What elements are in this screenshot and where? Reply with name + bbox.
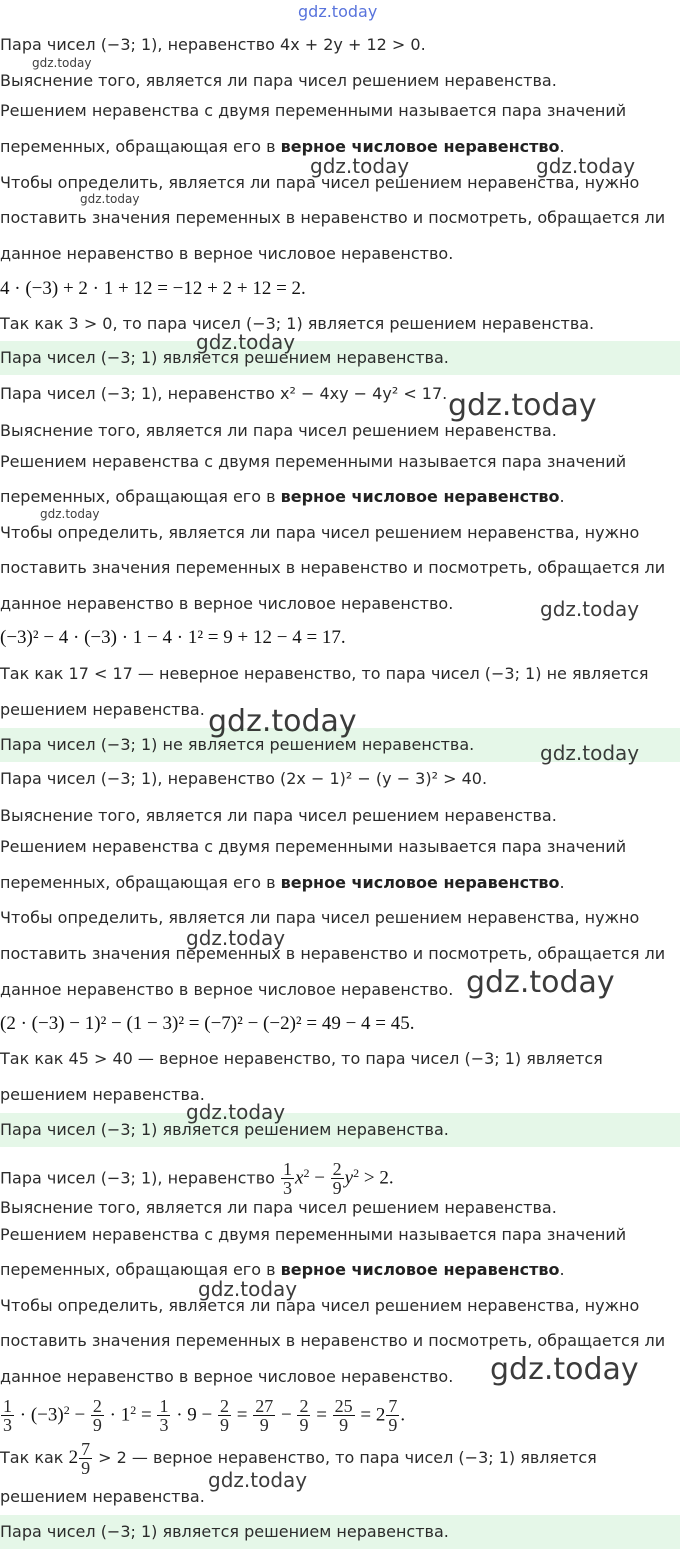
watermark: gdz.today [40, 507, 100, 521]
answer-text: Пара чисел (−3; 1) не является решением неравенства. [0, 735, 475, 754]
answer-highlight [0, 1113, 680, 1147]
explanation-line [0, 872, 565, 894]
bold-term: верное числовое неравенство [280, 1260, 560, 1279]
calculation: 4 · (−3) + 2 · 1 + 12 = −12 + 2 + 12 = 2. [0, 278, 306, 299]
pair-line: Пара чисел (−3; 1), неравенство x² − 4xy − 4y² < 17. [0, 384, 448, 403]
explanation-line: Чтобы определить, является ли пара чисел решением неравенства, нужно [0, 173, 640, 192]
conclusion-line: Так как 3 > 0, то пара чисел (−3; 1) является решением неравенства. [0, 314, 595, 333]
explanation-line: Выяснение того, является ли пара чисел решением неравенства. [0, 1198, 557, 1217]
answer-highlight [0, 1515, 680, 1549]
conclusion-line: решением неравенства. [0, 1487, 205, 1506]
watermark: gdz.today [466, 965, 615, 1000]
explanation-line: поставить значения переменных в неравенство и посмотреть, обращается ли [0, 208, 666, 227]
calculation: $\frac{1}{3}$ · $(-3)^2$ − $\frac{2}{9}$ · $1^2$ = $\frac{1}{3}$ · 9 − $\frac{2}{9}$ = $\frac{27}{9}$ − $\frac{2}{9}$ = $\frac{25}{9}$ = 2 $\frac{7}{9}$ . [3, 1396, 406, 1436]
explanation-text: . [559, 137, 565, 156]
fraction: $\frac{1}{3}$ [3, 1396, 12, 1436]
calculation: (−3)² − 4 · (−3) · 1 − 4 · 1² = 9 + 12 − 4 = 17. [0, 627, 346, 648]
fraction: $\frac{7}{9}$ [388, 1396, 398, 1436]
watermark: gdz.today [310, 154, 410, 178]
explanation-line [0, 136, 565, 158]
fraction: $\frac{2}{9}$ [332, 1159, 342, 1199]
calculation: (2 · (−3) − 1)² − (1 − 3)² = (−7)² − (−2)² = 49 − 4 = 45. [0, 1013, 415, 1034]
explanation-line: Выяснение того, является ли пара чисел решением неравенства. [0, 71, 557, 90]
explanation-line: данное неравенство в верное числовое неравенство. [0, 244, 454, 263]
watermark: gdz.today [196, 330, 296, 354]
explanation-line: Чтобы определить, является ли пара чисел решением неравенства, нужно [0, 1296, 640, 1315]
explanation-line: Решением неравенства с двумя переменными называется пара значений [0, 101, 627, 120]
watermark: gdz.today [186, 1100, 286, 1124]
fraction: $\frac{1}{3}$ [283, 1159, 293, 1199]
explanation-line: данное неравенство в верное числовое неравенство. [0, 980, 454, 999]
pair-line: Пара чисел (−3; 1), неравенство (2x − 1)² − (y − 3)² > 40. [0, 769, 488, 788]
explanation-line: поставить значения переменных в неравенство и посмотреть, обращается ли [0, 944, 666, 963]
explanation-line: Чтобы определить, является ли пара чисел решением неравенства, нужно [0, 908, 640, 927]
explanation-text: переменных, обращающая его в [0, 137, 281, 156]
explanation-line: Чтобы определить, является ли пара чисел решением неравенства, нужно [0, 523, 640, 542]
explanation-text: . [559, 487, 565, 506]
watermark: gdz.today [298, 2, 378, 21]
conclusion-line: решением неравенства. [0, 700, 205, 719]
explanation-line: поставить значения переменных в неравенство и посмотреть, обращается ли [0, 558, 666, 577]
explanation-line: данное неравенство в верное числовое неравенство. [0, 594, 454, 613]
explanation-text: переменных, обращающая его в [0, 873, 281, 892]
fraction: $\frac{2}{9}$ [220, 1396, 230, 1436]
conclusion-prefix: Так как [0, 1448, 64, 1467]
watermark: gdz.today [540, 597, 640, 621]
fraction: $\frac{27}{9}$ [255, 1396, 274, 1436]
explanation-line: Выяснение того, является ли пара чисел решением неравенства. [0, 421, 557, 440]
watermark: gdz.today [490, 1352, 639, 1387]
explanation-text: . [559, 873, 565, 892]
pair-prefix: Пара чисел (−3; 1), неравенство [0, 1168, 275, 1188]
watermark: gdz.today [208, 1468, 308, 1492]
explanation-text: переменных, обращающая его в [0, 487, 281, 506]
conclusion-line: решением неравенства. [0, 1085, 205, 1104]
answer-highlight [0, 341, 680, 375]
fraction: $\frac{2}{9}$ [92, 1396, 102, 1436]
watermark: gdz.today [536, 154, 636, 178]
explanation-line: поставить значения переменных в неравенство и посмотреть, обращается ли [0, 1331, 666, 1350]
explanation-text: . [559, 1260, 565, 1279]
conclusion-suffix: > 2 — верное неравенство, то пара чисел (−3; 1) является [98, 1448, 597, 1467]
conclusion-line: Так как 2 $\frac{7}{9}$ > 2 — верное неравенство, то пара чисел (−3; 1) является [0, 1439, 597, 1478]
conclusion-line: Так как 45 > 40 — верное неравенство, то пара чисел (−3; 1) является [0, 1049, 603, 1068]
explanation-line: Выяснение того, является ли пара чисел решением неравенства. [0, 806, 557, 825]
conclusion-line: Так как 17 < 17 — неверное неравенство, то пара чисел (−3; 1) не является [0, 664, 649, 683]
watermark: gdz.today [208, 704, 357, 739]
explanation-line: данное неравенство в верное числовое неравенство. [0, 1367, 454, 1386]
explanation-line: Решением неравенства с двумя переменными называется пара значений [0, 837, 627, 856]
answer-text: Пара чисел (−3; 1) является решением неравенства. [0, 1120, 449, 1139]
answer-text: Пара чисел (−3; 1) является решением неравенства. [0, 1522, 449, 1541]
watermark: gdz.today [448, 388, 597, 423]
fraction: $\frac{1}{3}$ [159, 1396, 169, 1436]
explanation-line [0, 486, 565, 508]
pair-line: Пара чисел (−3; 1), неравенство $\frac{1}{3}$ $x^2$ − $\frac{2}{9}$ $y^2 > 2$. [0, 1159, 394, 1199]
watermark: gdz.today [32, 56, 92, 70]
watermark: gdz.today [80, 192, 140, 206]
bold-term: верное числовое неравенство [280, 137, 560, 156]
answer-text: Пара чисел (−3; 1) является решением неравенства. [0, 348, 449, 367]
fraction: $\frac{2}{9}$ [299, 1396, 309, 1436]
bold-term: верное числовое неравенство [280, 873, 560, 892]
explanation-line: Решением неравенства с двумя переменными называется пара значений [0, 1225, 627, 1244]
explanation-line: Решением неравенства с двумя переменными называется пара значений [0, 452, 627, 471]
watermark: gdz.today [198, 1277, 298, 1301]
fraction: $\frac{7}{9}$ [81, 1439, 91, 1478]
pair-line: Пара чисел (−3; 1), неравенство 4x + 2y + 12 > 0. [0, 35, 426, 54]
explanation-text: переменных, обращающая его в [0, 1260, 281, 1279]
watermark: gdz.today [186, 926, 286, 950]
bold-term: верное числовое неравенство [280, 487, 560, 506]
fraction: $\frac{25}{9}$ [334, 1396, 353, 1436]
watermark: gdz.today [540, 741, 640, 765]
